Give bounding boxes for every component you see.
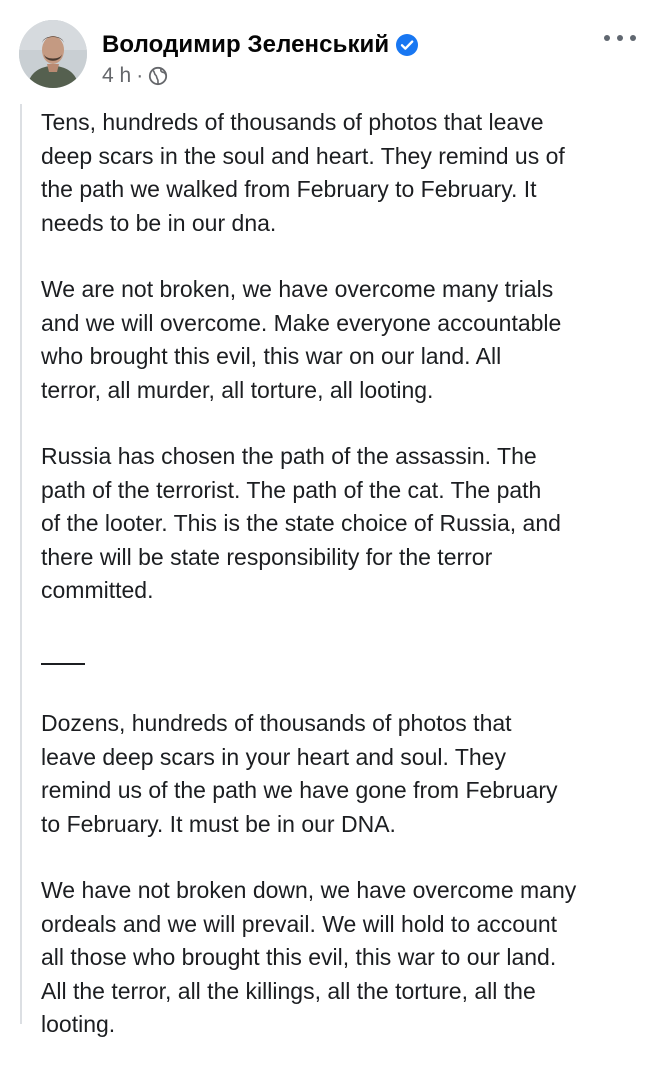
post-timestamp[interactable]: 4 h	[102, 64, 132, 87]
post-meta	[102, 62, 168, 90]
post-text	[41, 106, 641, 1075]
more-dot	[604, 35, 610, 41]
separator-line	[41, 663, 85, 665]
quote-rule	[20, 104, 22, 1024]
post-paragraph: Dozens, hundreds of thousands of photos that leave deep scars in your heart and soul. They remind us of the path we have gone from February to February. It must be in our DNA.	[41, 710, 558, 837]
post-paragraph: Tens, hundreds of thousands of photos that leave deep scars in the soul and heart. They remind us of the path we walked from February to February. It needs to be in our dna.	[41, 109, 565, 236]
more-dot	[617, 35, 623, 41]
spacer	[41, 674, 641, 707]
verified-badge-icon	[395, 33, 419, 57]
post-header	[0, 0, 654, 100]
avatar-photo	[19, 20, 87, 88]
more-dot	[630, 35, 636, 41]
avatar[interactable]	[19, 20, 87, 88]
more-options-icon[interactable]	[604, 30, 636, 46]
section-separator	[41, 641, 641, 675]
author-row	[102, 28, 419, 62]
globe-icon[interactable]	[148, 66, 168, 86]
author-name[interactable]: Володимир Зеленський	[102, 31, 390, 58]
post-paragraph: We are not broken, we have overcome many trials and we will overcome. Make everyone accountable who brought this evil, this war on our land. All terror, all murder, all torture, all looting.	[41, 276, 562, 403]
post-paragraph: We have not broken down, we have overcome many ordeals and we will prevail. We will hold to account all those who brought this evil, this war to our land. All the terror, all the killings, all the torture, all the looting.	[41, 877, 577, 1037]
meta-separator: ·	[136, 64, 144, 87]
post-paragraph: Russia has chosen the path of the assassin. The path of the terrorist. The path of the cat. The path of the looter. This is the state choice of Russia, and there will be state responsibility for the terror committed.	[41, 443, 561, 603]
